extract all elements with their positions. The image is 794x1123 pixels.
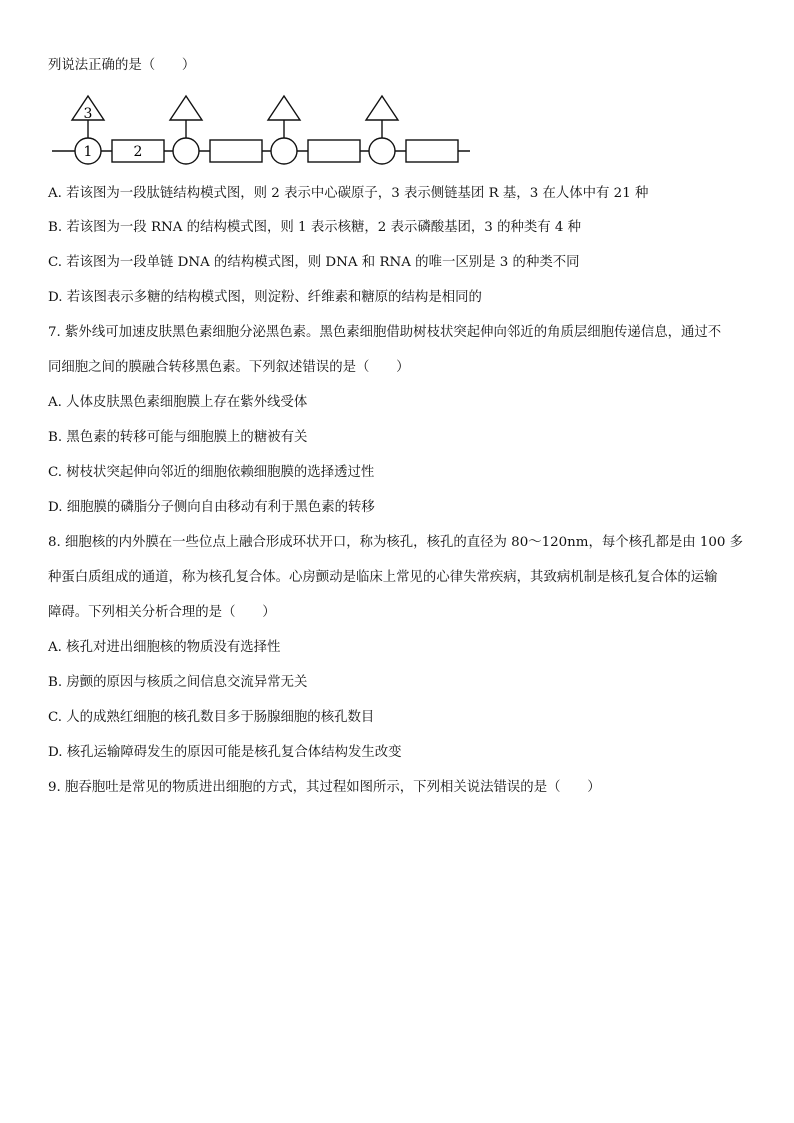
q6-option-a: A. 若该图为一段肽链结构模式图，则 2 表示中心碳原子，3 表示侧链基团 R 基，3 在人体中有 21 种 xyxy=(48,186,649,201)
q7-option-b: B. 黑色素的转移可能与细胞膜上的糖被有关 xyxy=(48,430,308,445)
rect-2 xyxy=(210,140,262,162)
q6-stem-tail: 列说法正确的是（ ） xyxy=(48,58,196,73)
q7-stem-line-2: 同细胞之间的膜融合转移黑色素。下列叙述错误的是（ ） xyxy=(48,360,410,375)
circle-2 xyxy=(173,138,199,164)
q7-option-d: D. 细胞膜的磷脂分子侧向自由移动有利于黑色素的转移 xyxy=(48,500,375,515)
q8-stem-line-3: 障碍。下列相关分析合理的是（ ） xyxy=(48,605,276,620)
q8-option-c: C. 人的成熟红细胞的核孔数目多于肠腺细胞的核孔数目 xyxy=(48,710,375,725)
q7-stem-line-1: 7. 紫外线可加速皮肤黑色素细胞分泌黑色素。黑色素细胞借助树枝状突起伸向邻近的角质层细胞传递信息，通过不 xyxy=(48,325,722,340)
q8-option-d: D. 核孔运输障碍发生的原因可能是核孔复合体结构发生改变 xyxy=(48,745,402,760)
q6-option-b: B. 若该图为一段 RNA 的结构模式图，则 1 表示核糖，2 表示磷酸基团，3 的种类有 4 种 xyxy=(48,220,582,235)
triangle-3 xyxy=(268,96,300,120)
q8-stem-line-1: 8. 细胞核的内外膜在一些位点上融合形成环状开口，称为核孔，核孔的直径为 80～120nm，每个核孔都是由 100 多 xyxy=(48,535,744,550)
q6-option-c: C. 若该图为一段单链 DNA 的结构模式图，则 DNA 和 RNA 的唯一区别是 3 的种类不同 xyxy=(48,255,580,270)
triangle-1-label: 3 xyxy=(83,106,93,122)
q8-option-b: B. 房颤的原因与核质之间信息交流异常无关 xyxy=(48,675,308,690)
circle-1-label: 1 xyxy=(83,144,93,160)
q7-option-c: C. 树枝状突起伸向邻近的细胞依赖细胞膜的选择透过性 xyxy=(48,465,375,480)
q9-stem: 9. 胞吞胞吐是常见的物质进出细胞的方式，其过程如图所示，下列相关说法错误的是（ ） xyxy=(48,780,601,795)
triangle-4 xyxy=(366,96,398,120)
q8-option-a: A. 核孔对进出细胞核的物质没有选择性 xyxy=(48,640,281,655)
q6-option-d: D. 若该图表示多糖的结构模式图，则淀粉、纤维素和糖原的结构是相同的 xyxy=(48,290,482,305)
rect-1-label: 2 xyxy=(133,144,143,160)
rect-4 xyxy=(406,140,458,162)
rect-3 xyxy=(308,140,360,162)
chain-structure-diagram xyxy=(52,94,472,166)
circle-4 xyxy=(369,138,395,164)
triangle-2 xyxy=(170,96,202,120)
q7-option-a: A. 人体皮肤黑色素细胞膜上存在紫外线受体 xyxy=(48,395,308,410)
circle-3 xyxy=(271,138,297,164)
q8-stem-line-2: 种蛋白质组成的通道，称为核孔复合体。心房颤动是临床上常见的心律失常疾病，其致病机制是核孔复合体的运输 xyxy=(48,570,718,585)
